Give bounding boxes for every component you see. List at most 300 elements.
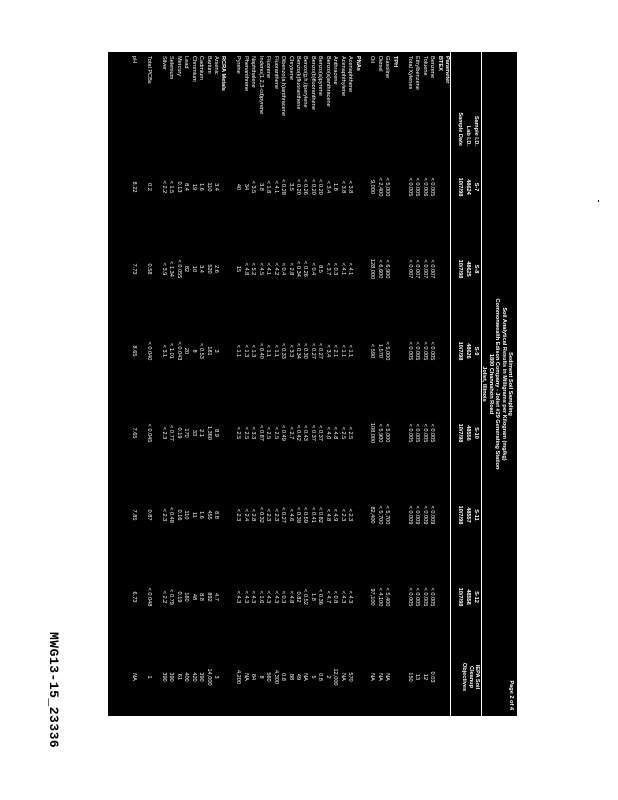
result-cell: < 0.055 bbox=[175, 259, 182, 279]
result-cell: < 2.3 bbox=[347, 508, 354, 522]
result-cell: 8.8 bbox=[213, 511, 220, 519]
header-row-sample-date bbox=[455, 52, 462, 716]
result-cell: < 0.41 bbox=[309, 507, 316, 523]
result-cell: < 0.3 bbox=[332, 262, 339, 276]
rotated-table-sheet bbox=[108, 52, 517, 716]
result-cell: < 0.59 bbox=[302, 507, 309, 523]
table-row bbox=[279, 52, 285, 716]
result-cell: < 1.5 bbox=[168, 180, 175, 194]
result-cell: 1.8 bbox=[309, 593, 316, 601]
table-row bbox=[428, 52, 434, 716]
cleanup-objective-cell: NA bbox=[376, 673, 383, 681]
result-cell: 0.16 bbox=[175, 509, 182, 521]
result-cell: < 0.42 bbox=[295, 425, 301, 441]
result-cell: < 2.3 bbox=[339, 508, 346, 522]
cleanup-objective-cell: 4,300 bbox=[272, 670, 279, 684]
parameter-name: Silver bbox=[160, 56, 167, 70]
result-cell: 160 bbox=[183, 592, 190, 602]
result-cell: < 2.1 bbox=[332, 344, 339, 358]
result-cell: 3.4 bbox=[198, 265, 205, 273]
result-cell: < 1.34 bbox=[168, 261, 175, 277]
result-cell: 0.19 bbox=[175, 427, 182, 439]
cleanup-objective-cell: 12,000 bbox=[332, 668, 339, 686]
sample-date: 10/7/98 bbox=[457, 341, 463, 361]
result-cell: 8.9 bbox=[213, 429, 220, 437]
parameter-name: Mercury bbox=[175, 56, 182, 77]
parameter-name: Acenaphthylene bbox=[339, 56, 346, 97]
result-cell: < 3.7 bbox=[324, 262, 331, 276]
result-cell: 6.73 bbox=[131, 591, 138, 603]
result-cell: < 1.1 bbox=[347, 344, 354, 358]
result-cell: < 0.26 bbox=[302, 179, 309, 195]
table-row bbox=[436, 52, 442, 716]
result-cell: < 0.005 bbox=[429, 341, 436, 361]
parameter-name: Lead bbox=[183, 56, 190, 69]
header-label: Lab I.D. bbox=[465, 125, 471, 146]
cleanup-objective-cell: 390 bbox=[160, 672, 167, 682]
cleanup-objective-cell: 420 bbox=[190, 672, 197, 682]
cleanup-objective-cell: NA bbox=[131, 673, 138, 681]
result-cell: < 2.5 bbox=[265, 426, 272, 440]
sample-id: S-7 bbox=[473, 182, 479, 192]
result-cell: < 2.4 bbox=[242, 508, 249, 522]
lab-id: 48557 bbox=[465, 507, 471, 523]
parameter-name: Pyrene bbox=[235, 56, 242, 74]
result-cell: 455 bbox=[205, 510, 212, 520]
parameter-name: Acenaphthene bbox=[347, 56, 354, 93]
cleanup-objective-cell: NA bbox=[242, 673, 249, 681]
result-cell: < 0.28 bbox=[280, 179, 287, 195]
table-row bbox=[339, 52, 345, 716]
result-cell: 10 bbox=[190, 265, 197, 273]
result-cell: 1.6 bbox=[198, 183, 205, 191]
result-cell: < 4.3 bbox=[235, 590, 242, 604]
result-cell: < 0.005 bbox=[421, 341, 428, 361]
table-page bbox=[108, 52, 517, 716]
parameter-name: Benzo(a)anthracene bbox=[324, 56, 331, 107]
cleanup-objective-cell: 61 bbox=[175, 673, 182, 681]
cleanup-objective-cell: 49 bbox=[295, 673, 301, 681]
result-cell: < 0.43 bbox=[302, 425, 309, 441]
section-heading: RCRA Metals bbox=[220, 56, 227, 91]
lab-id: 48625 bbox=[465, 261, 471, 277]
table-row bbox=[227, 52, 233, 716]
result-cell: < 0.4 bbox=[309, 262, 316, 276]
sample-id: S-12 bbox=[473, 591, 479, 603]
table-row bbox=[287, 52, 293, 716]
scan-speck bbox=[598, 200, 599, 202]
result-cell: < 4.3 bbox=[265, 590, 272, 604]
result-cell: < 0.005 bbox=[406, 341, 413, 361]
section-heading: BTEX bbox=[436, 56, 443, 71]
result-cell: < 4.3 bbox=[242, 590, 249, 604]
parameter-name: Barium bbox=[205, 56, 212, 74]
result-cell: < 0.20 bbox=[317, 179, 324, 195]
result-cell: 34 bbox=[242, 183, 249, 191]
table-row bbox=[331, 52, 337, 716]
result-cell: < 0.005 bbox=[406, 423, 413, 443]
sample-id: S-9 bbox=[473, 346, 479, 356]
result-cell: 3.8 bbox=[257, 183, 264, 191]
result-cell: < 4.6 bbox=[287, 508, 294, 522]
result-cell: 892 bbox=[205, 592, 212, 602]
parameter-name: Gasoline bbox=[384, 56, 391, 79]
result-cell: < 0.32 bbox=[257, 507, 264, 523]
table-row bbox=[406, 52, 412, 716]
result-cell: < 3.1 bbox=[160, 344, 167, 358]
table-row bbox=[376, 52, 382, 716]
result-cell: 3.5 bbox=[287, 183, 294, 191]
result-cell: < 0.79 bbox=[168, 589, 175, 605]
result-cell: < 0.27 bbox=[317, 343, 324, 359]
result-cell: < 0.005 bbox=[406, 177, 413, 197]
result-cell: 8.4 bbox=[183, 183, 190, 191]
sample-date: 10/7/98 bbox=[457, 505, 463, 525]
cleanup-objective-cell: NA bbox=[339, 673, 346, 681]
table-row bbox=[316, 52, 322, 716]
parameter-name: Benzo(k)fluoranthene bbox=[295, 56, 301, 110]
table-row bbox=[398, 52, 404, 716]
result-cell: < 0.39 bbox=[295, 507, 301, 523]
result-cell: < 1.1 bbox=[235, 344, 242, 358]
result-cell: < 0.007 bbox=[429, 259, 436, 279]
parameter-name: Arsenic bbox=[213, 56, 220, 75]
result-cell: < 4.8 bbox=[332, 426, 339, 440]
cleanup-objective-cell: 5 bbox=[309, 675, 316, 679]
lab-id: 48558 bbox=[465, 589, 471, 605]
result-cell: < 1.1 bbox=[339, 344, 346, 358]
table-row bbox=[160, 52, 166, 716]
result-cell: < 4.8 bbox=[324, 508, 331, 522]
result-cell: < 1.3 bbox=[250, 344, 257, 358]
result-cell: < 0.48 bbox=[168, 507, 175, 523]
title-line: Joliet, Illinois bbox=[481, 366, 488, 402]
cleanup-objective-cell: 1 bbox=[146, 675, 152, 679]
result-cell: < 5,000 bbox=[384, 423, 391, 443]
result-cell: 1,570 bbox=[376, 344, 383, 358]
parameter-name: Cadmium bbox=[198, 56, 205, 80]
table-row bbox=[197, 52, 203, 716]
table-row bbox=[190, 52, 196, 716]
cleanup-objective-cell: 12 bbox=[421, 673, 428, 681]
cleanup-objective-cell: 0.8 bbox=[317, 673, 324, 681]
result-cell: < 0.009 bbox=[421, 505, 428, 525]
result-cell: < 0.53 bbox=[198, 343, 205, 359]
result-cell: < 1.01 bbox=[168, 343, 175, 359]
table-row bbox=[309, 52, 315, 716]
result-cell: < 4.8 bbox=[287, 590, 294, 604]
table-row bbox=[235, 52, 241, 716]
table-row bbox=[302, 52, 308, 716]
result-cell: < 4.3 bbox=[339, 590, 346, 604]
result-cell: < 3.9 bbox=[160, 262, 167, 276]
result-cell: < 4.1 bbox=[272, 180, 279, 194]
table-header bbox=[450, 52, 482, 716]
result-cell: < 5,900 bbox=[376, 423, 383, 443]
parameter-name: Chrysene bbox=[287, 56, 294, 80]
lab-id: 48626 bbox=[465, 343, 471, 359]
parameter-name: Phenanthrene bbox=[242, 56, 249, 92]
result-cell: < 4.3 bbox=[347, 590, 354, 604]
sample-id: S-10 bbox=[473, 427, 479, 439]
result-cell: < 6,900 bbox=[384, 259, 391, 279]
page-number: Page 2 of 4 bbox=[508, 680, 514, 710]
result-cell: 1,360 bbox=[205, 426, 212, 440]
result-cell: 3 bbox=[213, 349, 220, 353]
result-cell: < 0.005 bbox=[414, 423, 421, 443]
result-cell: < 0.52 bbox=[302, 589, 309, 605]
sample-id: S-8 bbox=[473, 264, 479, 274]
result-cell: < 0.045 bbox=[146, 423, 152, 443]
result-cell: < 0.37 bbox=[317, 425, 324, 441]
result-cell: < 0.20 bbox=[309, 179, 316, 195]
cleanup-objective-cell: NA bbox=[302, 673, 309, 681]
parameter-name: Benzo(g,h,i)perylene bbox=[302, 56, 309, 108]
result-cell: < 2.5 bbox=[347, 426, 354, 440]
result-cell: < 0.8 bbox=[332, 590, 339, 604]
table-row bbox=[242, 52, 248, 716]
result-cell: < 0.27 bbox=[280, 507, 287, 523]
lab-id: 48624 bbox=[465, 179, 471, 195]
result-cell: < 0.005 bbox=[414, 341, 421, 361]
result-cell: < 0.007 bbox=[406, 259, 413, 279]
parameter-name: Naphthalene bbox=[250, 56, 257, 88]
result-cell: < 590 bbox=[369, 343, 376, 359]
parameter-name: Diesel bbox=[376, 56, 383, 72]
result-cell: 40 bbox=[235, 183, 242, 191]
result-cell: < 0.33 bbox=[280, 343, 287, 359]
result-cell: 8.8 bbox=[198, 593, 205, 601]
result-cell: 0.13 bbox=[175, 181, 182, 193]
result-cell: 3.4 bbox=[213, 183, 220, 191]
result-cell: < 2.3 bbox=[272, 508, 279, 522]
result-cell: < 0.009 bbox=[414, 505, 421, 525]
result-cell: 128,000 bbox=[369, 258, 376, 280]
result-cell: 1.6 bbox=[198, 511, 205, 519]
result-cell: < 6,600 bbox=[376, 259, 383, 279]
criteria-header-line: Objectives bbox=[461, 662, 468, 692]
result-cell: < 2.3 bbox=[235, 508, 242, 522]
cleanup-objective-cell: 0.8 bbox=[280, 673, 287, 681]
result-cell: < 2.2 bbox=[160, 590, 167, 604]
bates-stamp-text: MWG13-15_23336 bbox=[46, 632, 61, 749]
document-title-block bbox=[480, 52, 512, 716]
cleanup-objective-cell: 570 bbox=[347, 672, 354, 682]
result-cell: < 0.005 bbox=[421, 587, 428, 607]
cleanup-objective-cell: 14,000 bbox=[205, 668, 212, 686]
result-cell: 8 bbox=[190, 349, 197, 353]
parameter-name: Selenium bbox=[168, 56, 175, 80]
result-cell: < 4.9 bbox=[332, 508, 339, 522]
table-row bbox=[354, 52, 360, 716]
result-cell: < 2.3 bbox=[160, 508, 167, 522]
result-cell: < 4.1 bbox=[265, 262, 272, 276]
parameter-name: pH bbox=[131, 56, 138, 64]
table-row bbox=[272, 52, 278, 716]
table-row bbox=[182, 52, 188, 716]
result-cell: < 5,000 bbox=[384, 341, 391, 361]
result-cell: 8.5 bbox=[317, 265, 324, 273]
result-cell: < 2.2 bbox=[160, 180, 167, 194]
scan-speck bbox=[200, 140, 202, 142]
result-cell: < 0.82 bbox=[317, 507, 324, 523]
result-cell: < 4.1 bbox=[347, 262, 354, 276]
title-line: Soil Analytical Results in Milligrams per Kilogram (mg/kg) bbox=[500, 307, 507, 461]
result-cell: < 1.8 bbox=[265, 180, 272, 194]
result-cell: < 3.3 bbox=[287, 344, 294, 358]
result-cell: < 4.1 bbox=[339, 262, 346, 276]
result-cell: < 2.7 bbox=[287, 426, 294, 440]
table-row bbox=[257, 52, 263, 716]
result-cell: < 2.3 bbox=[265, 508, 272, 522]
result-cell: < 0.005 bbox=[429, 587, 436, 607]
result-cell: 170 bbox=[183, 428, 190, 438]
result-cell: 15 bbox=[235, 265, 242, 273]
result-cell: < 0.4 bbox=[280, 262, 287, 276]
result-cell: 181 bbox=[205, 346, 212, 356]
section-heading: PNAs bbox=[354, 56, 361, 71]
sample-date: 10/7/98 bbox=[457, 423, 463, 443]
table-row bbox=[369, 52, 375, 716]
result-cell: 20 bbox=[183, 347, 190, 355]
result-cell: 7.73 bbox=[131, 263, 138, 275]
cleanup-objective-cell: 2 bbox=[324, 675, 331, 679]
result-cell: < 2.5 bbox=[272, 426, 279, 440]
result-cell: < 2.8 bbox=[250, 508, 257, 522]
parameter-name: Benzo(b)fluoranthene bbox=[309, 56, 316, 110]
table-row bbox=[384, 52, 390, 716]
result-cell: < 2,400 bbox=[376, 177, 383, 197]
result-cell: < 4.0 bbox=[324, 426, 331, 440]
result-cell: < 1.3 bbox=[242, 344, 249, 358]
result-cell: < 0.007 bbox=[414, 259, 421, 279]
result-cell: 0.87 bbox=[146, 509, 152, 521]
table-row bbox=[391, 52, 397, 716]
result-cell: 9,000 bbox=[369, 180, 376, 194]
table-row bbox=[361, 52, 367, 716]
result-cell: < 0.040 bbox=[146, 341, 152, 361]
result-cell: < 5,000 bbox=[384, 177, 391, 197]
result-cell: < 3.5 bbox=[250, 180, 257, 194]
result-cell: 520 bbox=[205, 264, 212, 274]
result-cell: 0.58 bbox=[146, 263, 152, 275]
result-cell: < 0.49 bbox=[280, 425, 287, 441]
section-heading: Parameter bbox=[444, 56, 450, 84]
result-cell: < 5,400 bbox=[384, 587, 391, 607]
result-cell: < 0.048 bbox=[146, 587, 152, 607]
result-cell: < 0.006 bbox=[421, 177, 428, 197]
criteria-header-line: Cleanup bbox=[467, 665, 474, 689]
table-row bbox=[324, 52, 330, 716]
parameter-name: Fluoranthene bbox=[272, 56, 279, 89]
result-cell: 2.6 bbox=[213, 265, 220, 273]
cleanup-objective-cell: 560 bbox=[265, 672, 272, 682]
result-cell: 0.2 bbox=[146, 183, 152, 191]
header-row-sample-id bbox=[471, 52, 478, 716]
result-cell: 7.85 bbox=[131, 509, 138, 521]
result-cell: < 0.87 bbox=[257, 425, 264, 441]
result-cell: < 0.005 bbox=[414, 177, 421, 197]
result-cell: < 4.2 bbox=[272, 262, 279, 276]
result-cell: < 2.5 bbox=[235, 426, 242, 440]
sample-date: 10/7/98 bbox=[457, 177, 463, 197]
result-cell: < 0.005 bbox=[421, 423, 428, 443]
parameter-name: Anthracene bbox=[332, 56, 339, 85]
result-cell: < 4,100 bbox=[376, 587, 383, 607]
title-line: Sediment Soil Sampling bbox=[507, 352, 513, 416]
cleanup-objective-cell: 4,200 bbox=[235, 670, 242, 684]
result-cell: < 1.1 bbox=[272, 344, 279, 358]
criteria-header bbox=[460, 644, 479, 710]
result-cell: 1.8 bbox=[332, 183, 339, 191]
result-cell: 8.22 bbox=[131, 181, 138, 193]
parameter-name: Ethylbenzene bbox=[414, 56, 421, 90]
result-cell: < 2.5 bbox=[242, 426, 249, 440]
parameter-name: Total PCBs bbox=[146, 56, 152, 84]
parameter-name: Oil bbox=[369, 56, 376, 63]
result-cell: < 0.20 bbox=[295, 179, 301, 195]
sample-date: 10/7/98 bbox=[457, 587, 463, 607]
table-row bbox=[205, 52, 211, 716]
table-row bbox=[153, 52, 159, 716]
title-line: 1800 Channahon Road bbox=[487, 353, 494, 415]
parameter-name: Total Xylenes bbox=[406, 56, 413, 90]
lab-id: 48556 bbox=[465, 425, 471, 441]
result-cell: < 0.27 bbox=[309, 343, 316, 359]
bates-stamp bbox=[44, 632, 62, 752]
result-cell: < 0.005 bbox=[429, 177, 436, 197]
cleanup-objective-cell: 13 bbox=[414, 673, 421, 681]
result-cell: < 0.30 bbox=[302, 343, 309, 359]
result-cell: 108,000 bbox=[369, 422, 376, 444]
header-label: Sample Date bbox=[457, 112, 463, 146]
result-cell: 97,100 bbox=[369, 588, 376, 606]
section-heading: TPH bbox=[391, 56, 398, 68]
result-cell: < 5,700 bbox=[384, 505, 391, 525]
parameter-name: Toluene bbox=[421, 56, 428, 76]
result-cell: < 5.2 bbox=[250, 262, 257, 276]
result-cell: < 1.6 bbox=[257, 590, 264, 604]
cleanup-objective-cell: 84 bbox=[250, 673, 257, 681]
result-cell: < 4.8 bbox=[242, 262, 249, 276]
result-cell: 0.19 bbox=[175, 591, 182, 603]
result-cell: < 3.3 bbox=[250, 426, 257, 440]
result-cell: < 0.36 bbox=[317, 589, 324, 605]
result-cell: < 0.3 bbox=[280, 590, 287, 604]
result-cell: 2.1 bbox=[198, 429, 205, 437]
cleanup-objective-cell: 150 bbox=[406, 672, 413, 682]
table-row bbox=[421, 52, 427, 716]
result-cell: < 0.005 bbox=[429, 423, 436, 443]
parameter-name: Dibenzo(a,h)anthracene bbox=[280, 56, 287, 117]
cleanup-objective-cell: NA bbox=[384, 673, 391, 681]
result-cell: 19 bbox=[190, 183, 197, 191]
table-row bbox=[264, 52, 270, 716]
result-cell: 11 bbox=[190, 512, 197, 518]
table-row bbox=[220, 52, 226, 716]
result-cell: < 0.77 bbox=[168, 425, 175, 441]
sample-id: S-11 bbox=[473, 509, 479, 521]
result-cell: < 0.009 bbox=[429, 505, 436, 525]
title-line: Commonwealth Edison Company - Joliet #29 Generating Station bbox=[494, 298, 501, 470]
result-cell: < 0.007 bbox=[421, 259, 428, 279]
result-cell: < 4.3 bbox=[250, 590, 257, 604]
result-cell: < 0.005 bbox=[414, 587, 421, 607]
result-cell: 82,400 bbox=[369, 506, 376, 524]
result-cell: < 4.3 bbox=[272, 590, 279, 604]
table-row bbox=[413, 52, 419, 716]
header-label: Sample I.D. bbox=[473, 115, 479, 146]
